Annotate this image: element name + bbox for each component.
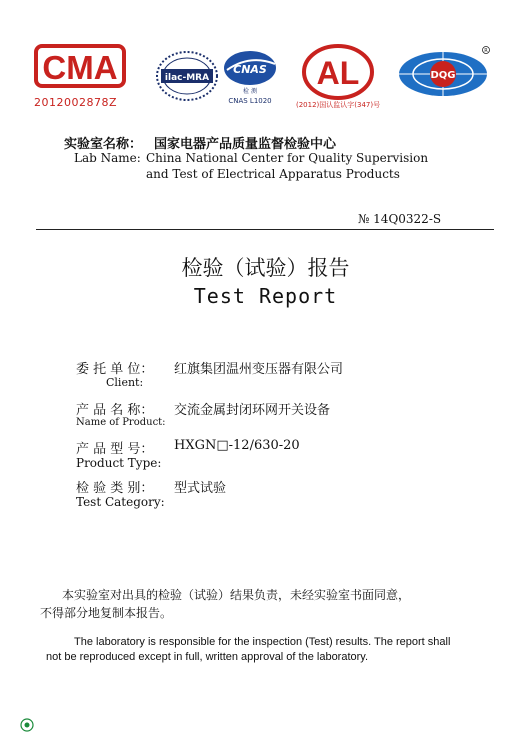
- category-label-en: Test Category:: [76, 495, 165, 509]
- al-caption: (2012)国认监认字(347)号: [296, 101, 381, 109]
- cnas-logo: [219, 46, 281, 106]
- notice-en-line1: The laboratory is responsible for the inspection (Test) results. The report shall: [74, 636, 451, 648]
- ilac-mra-logo: [153, 48, 221, 104]
- cma-logo: [34, 44, 126, 88]
- header-divider: [36, 229, 494, 230]
- client-label-en: Client:: [106, 376, 144, 389]
- dqg-logo: [397, 46, 491, 100]
- lab-name-en-line2: and Test of Electrical Apparatus Products: [146, 167, 400, 181]
- lab-name-cn-label: 实验室名称：: [64, 137, 143, 152]
- report-title-en: Test Report: [193, 284, 338, 308]
- al-logo: [298, 44, 378, 100]
- lab-name-cn: 国家电器产品质量监督检验中心: [154, 137, 337, 152]
- type-value: HXGN□-12/630-20: [174, 438, 300, 453]
- report-title-cn: 检验（试验）报告: [181, 256, 350, 280]
- product-label-cn: 产 品 名 称：: [76, 403, 154, 418]
- al-text: AL: [316, 55, 360, 91]
- corner-seal-icon: [20, 718, 34, 732]
- cnas-text: CNAS: [233, 63, 267, 76]
- category-value: 型式试验: [174, 481, 227, 496]
- category-label-cn: 检 验 类 别：: [76, 481, 154, 496]
- lab-name-en-label: Lab Name:: [74, 151, 141, 165]
- dqg-text: DQG: [430, 70, 456, 81]
- ilac-mra-text: ilac-MRA: [164, 73, 210, 83]
- report-number: № 14Q0322-S: [358, 212, 442, 226]
- notice-cn-line2: 不得部分地复制本报告。: [40, 606, 173, 620]
- cnas-code: CNAS L1020: [228, 97, 272, 105]
- type-label-cn: 产 品 型 号：: [76, 442, 154, 457]
- cnas-sub-text: 检 测: [243, 88, 257, 95]
- svg-text:R: R: [484, 48, 488, 54]
- type-label-en: Product Type:: [76, 456, 162, 470]
- notice-cn-line1: 本实验室对出具的检验（试验）结果负责，未经实验室书面同意，: [62, 588, 411, 602]
- product-label-en: Name of Product:: [76, 417, 166, 428]
- product-value: 交流金属封闭环网开关设备: [174, 403, 331, 418]
- client-value: 红旗集团温州变压器有限公司: [174, 362, 344, 377]
- cma-logo-text: CMA: [42, 49, 118, 86]
- notice-en-line2: not be reproduced except in full, written approval of the laboratory.: [46, 651, 369, 663]
- lab-name-en-line1: China National Center for Quality Supervision: [146, 151, 429, 165]
- cma-certificate-number: 2012002878Z: [34, 96, 118, 109]
- client-label-cn: 委 托 单 位：: [76, 362, 154, 377]
